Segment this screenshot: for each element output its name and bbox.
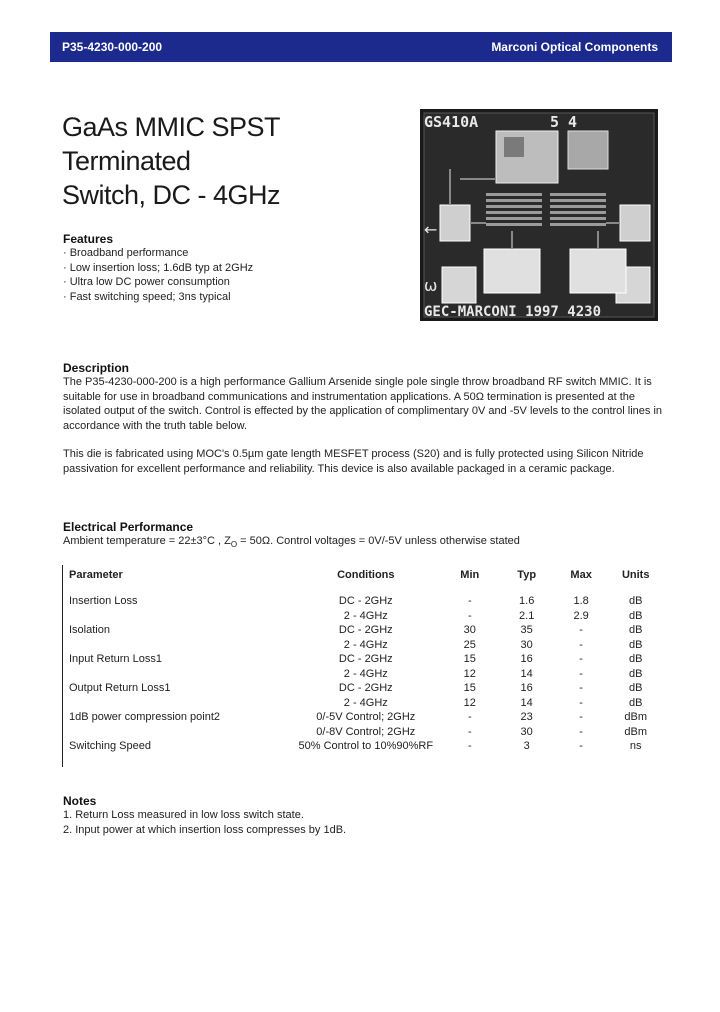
col-min: Min bbox=[460, 569, 480, 581]
cell-max: 1.8 bbox=[573, 595, 589, 607]
title-line-2: Switch, DC - 4GHz bbox=[62, 180, 281, 210]
note-item: 1. Return Loss measured in low loss switch state. bbox=[63, 809, 304, 821]
table-row bbox=[63, 681, 663, 696]
ambient-conditions bbox=[63, 535, 520, 549]
cell-typ: 16 bbox=[520, 682, 533, 694]
features-list bbox=[63, 246, 253, 304]
page-title bbox=[62, 110, 402, 212]
col-conditions: Conditions bbox=[337, 569, 395, 581]
cell-typ: 30 bbox=[520, 725, 533, 738]
cell-conditions: DC - 2GHz bbox=[338, 624, 393, 636]
cell-min: 15 bbox=[463, 653, 476, 665]
description-paragraph-1: The P35-4230-000-200 is a high performance Gallium Arsenide single pole single throw broadband RF switch MMIC. It is suitable for use in broadband communications and instrumentation applications. A 50Ω termination is presented at the isolated output of the switch. Control is effected by the application of complimentary 0V and -5V levels to the control lines in accordance with the truth table below. bbox=[63, 376, 663, 432]
table-row bbox=[63, 652, 663, 667]
feature-item: · Ultra low DC power consumption bbox=[63, 276, 230, 288]
die-side-label-top: ← bbox=[424, 220, 438, 239]
ambient-post: = 50Ω. Control voltages = 0V/-5V unless otherwise stated bbox=[237, 535, 520, 547]
ambient-pre: Ambient temperature = 22±3°C , Z bbox=[63, 535, 231, 547]
cell-min: - bbox=[467, 740, 472, 752]
die-photo-graphic bbox=[420, 109, 658, 321]
cell-parameter bbox=[63, 696, 292, 711]
die-top-text: GS410A bbox=[424, 113, 479, 131]
table-row bbox=[63, 696, 663, 711]
col-units: Units bbox=[621, 569, 650, 581]
cell-units: dB bbox=[628, 595, 643, 607]
cell-units: dB bbox=[628, 653, 643, 665]
cell-parameter bbox=[63, 638, 292, 653]
cell-max: - bbox=[579, 624, 583, 636]
cell-typ: 3 bbox=[523, 740, 530, 752]
cell-min: 12 bbox=[463, 696, 476, 709]
die-bottom-text: GEC-MARCONI 1997 4230 bbox=[424, 304, 602, 320]
cell-parameter: Isolation bbox=[69, 624, 110, 636]
col-max: Max bbox=[570, 569, 592, 581]
electrical-table-container bbox=[62, 565, 663, 767]
table-spacer bbox=[63, 585, 663, 594]
cell-conditions: 0/-8V Control; 2GHz bbox=[316, 725, 416, 738]
description-paragraph-2: This die is fabricated using MOC's 0.5µm gate length MESFET process (S20) and is fully protected using Silicon Nitride passivation for excellent performance and reliability. This device is also available packaged in a ceramic package. bbox=[63, 448, 644, 475]
cell-units: ns bbox=[629, 740, 642, 752]
cell-units: dB bbox=[628, 638, 643, 651]
cell-min: 12 bbox=[463, 667, 476, 680]
cell-typ: 30 bbox=[520, 638, 533, 651]
cell-typ: 23 bbox=[520, 711, 533, 723]
table-row bbox=[63, 725, 663, 740]
cell-typ: 14 bbox=[520, 696, 533, 709]
die-photo bbox=[420, 109, 658, 321]
cell-max: - bbox=[579, 740, 583, 752]
electrical-heading: Electrical Performance bbox=[63, 520, 194, 534]
cell-typ: 14 bbox=[520, 667, 533, 680]
description-heading: Description bbox=[63, 361, 130, 375]
cell-min: 25 bbox=[463, 638, 476, 651]
notes-heading: Notes bbox=[63, 794, 97, 808]
cell-min: - bbox=[467, 725, 472, 738]
description-body bbox=[63, 375, 663, 490]
table-row bbox=[63, 638, 663, 653]
ambient-sub: O bbox=[230, 540, 238, 550]
cell-conditions: 2 - 4GHz bbox=[343, 696, 388, 709]
notes-list bbox=[63, 808, 346, 837]
cell-min: - bbox=[467, 595, 472, 607]
cell-max: - bbox=[579, 682, 583, 694]
cell-min: - bbox=[467, 711, 472, 723]
cell-conditions: 2 - 4GHz bbox=[343, 667, 388, 680]
note-item: 2. Input power at which insertion loss compresses by 1dB. bbox=[63, 823, 347, 836]
cell-max: - bbox=[579, 725, 583, 738]
cell-typ: 35 bbox=[520, 624, 533, 636]
col-typ: Typ bbox=[517, 569, 537, 581]
feature-item: · Broadband performance bbox=[63, 247, 189, 259]
table-row bbox=[63, 623, 663, 638]
cell-units: dBm bbox=[624, 725, 647, 738]
cell-units: dBm bbox=[624, 711, 647, 723]
cell-parameter bbox=[63, 667, 292, 682]
cell-typ: 2.1 bbox=[519, 609, 535, 622]
features-heading: Features bbox=[63, 232, 114, 246]
electrical-table bbox=[63, 565, 663, 754]
cell-parameter: Switching Speed bbox=[69, 740, 151, 752]
table-header-row bbox=[63, 565, 663, 585]
cell-units: dB bbox=[628, 696, 643, 709]
die-top-right-text: 5 4 bbox=[550, 113, 578, 131]
cell-conditions: 2 - 4GHz bbox=[343, 638, 388, 651]
table-row bbox=[63, 710, 663, 725]
cell-max: - bbox=[579, 653, 583, 665]
col-parameter: Parameter bbox=[69, 569, 123, 581]
cell-units: dB bbox=[628, 682, 643, 694]
cell-conditions: DC - 2GHz bbox=[338, 653, 393, 665]
cell-typ: 16 bbox=[520, 653, 533, 665]
cell-conditions: 0/-5V Control; 2GHz bbox=[316, 711, 416, 723]
cell-parameter bbox=[63, 725, 292, 740]
cell-parameter: Output Return Loss1 bbox=[69, 682, 171, 694]
header-bar bbox=[50, 32, 672, 62]
part-number: P35-4230-000-200 bbox=[62, 40, 163, 54]
table-row bbox=[63, 594, 663, 609]
cell-max: - bbox=[579, 638, 583, 651]
cell-max: - bbox=[579, 711, 583, 723]
company-name: Marconi Optical Components bbox=[491, 40, 658, 54]
cell-conditions: DC - 2GHz bbox=[338, 595, 393, 607]
cell-min: 15 bbox=[463, 682, 476, 694]
table-body bbox=[63, 585, 663, 754]
cell-conditions: 2 - 4GHz bbox=[343, 609, 388, 622]
table-row bbox=[63, 609, 663, 624]
cell-units: dB bbox=[628, 609, 643, 622]
cell-units: dB bbox=[628, 667, 643, 680]
cell-parameter: 1dB power compression point2 bbox=[69, 711, 221, 723]
cell-min: - bbox=[467, 609, 472, 622]
cell-max: 2.9 bbox=[573, 609, 589, 622]
cell-parameter: Input Return Loss1 bbox=[69, 653, 162, 665]
cell-conditions: 50% Control to 10%90%RF bbox=[298, 740, 434, 752]
cell-parameter: Insertion Loss bbox=[69, 595, 138, 607]
cell-typ: 1.6 bbox=[519, 595, 535, 607]
table-row bbox=[63, 739, 663, 754]
cell-max: - bbox=[579, 667, 583, 680]
cell-units: dB bbox=[628, 624, 643, 636]
die-side-label-bottom: ω bbox=[424, 276, 438, 295]
title-line-1: GaAs MMIC SPST Terminated bbox=[62, 112, 280, 176]
cell-max: - bbox=[579, 696, 583, 709]
cell-min: 30 bbox=[463, 624, 476, 636]
cell-conditions: DC - 2GHz bbox=[338, 682, 393, 694]
table-row bbox=[63, 667, 663, 682]
feature-item: · Low insertion loss; 1.6dB typ at 2GHz bbox=[63, 261, 254, 274]
feature-item: · Fast switching speed; 3ns typical bbox=[63, 290, 231, 303]
cell-parameter bbox=[63, 609, 292, 624]
